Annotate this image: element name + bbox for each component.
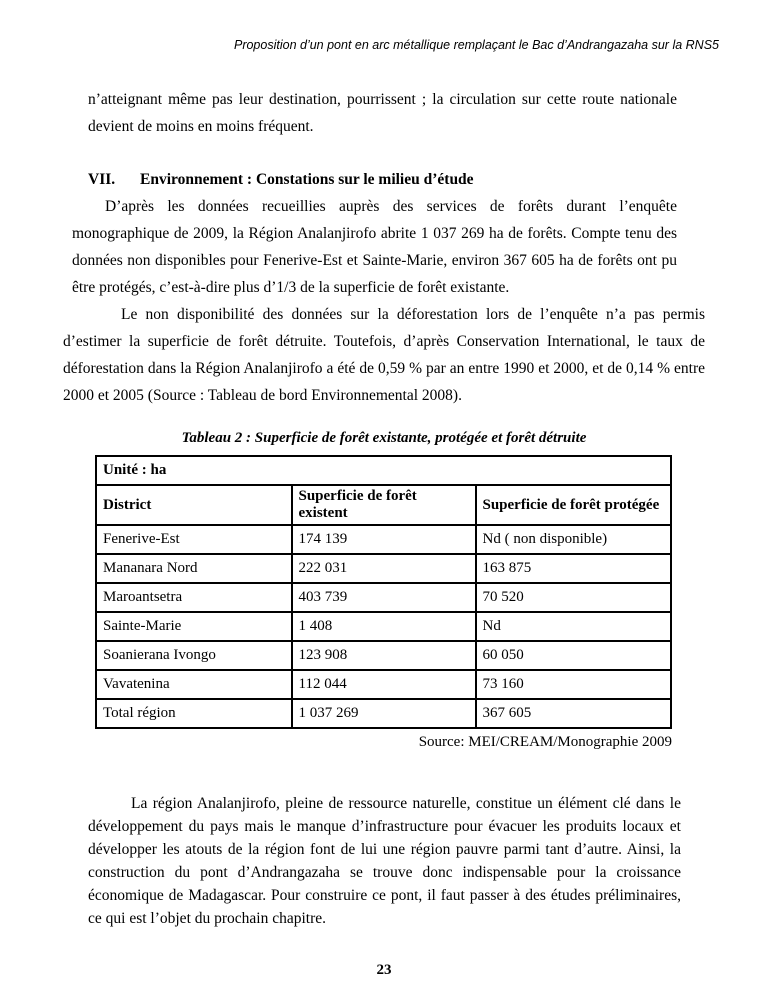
table-cell-existent: 222 031 [292,554,476,583]
table-cell-district: Maroantsetra [96,583,292,612]
table-row [96,583,671,612]
section-heading [88,166,705,193]
table-cell-protegee: 163 875 [476,554,672,583]
table-cell-protegee: 70 520 [476,583,672,612]
table-cell-district: Total région [96,699,292,728]
table-cell-existent: 112 044 [292,670,476,699]
table-unit-row [96,456,671,485]
paragraph-forest-data: D’après les données recueillies auprès des services de forêts durant l’enquête monographique de 2009, la Région Analanjirofo abrite 1 037 269 ha de forêts. Compte tenu des données non disponibles pour Fenerive-Est et Sainte-Marie, environ 367 605 ha de forêts ont pu être protégés, c’est-à-dire plus d’1/3 de la superficie de forêt existante. [72,198,677,296]
table-row [96,525,671,554]
table-cell-protegee: 73 160 [476,670,672,699]
table-cell-protegee: Nd ( non disponible) [476,525,672,554]
table-cell-existent: 1 408 [292,612,476,641]
table-cell-district: Soanierana Ivongo [96,641,292,670]
page-number: 23 [376,962,392,978]
table-cell-existent: 174 139 [292,525,476,554]
table-cell-district: Vavatenina [96,670,292,699]
table-cell-existent: 403 739 [292,583,476,612]
table-cell-protegee: Nd [476,612,672,641]
table-source-note: Source: MEI/CREAM/Monographie 2009 [418,734,672,750]
table-row [96,670,671,699]
table-row [96,554,671,583]
table-cell-existent: 123 908 [292,641,476,670]
table-row [96,699,671,728]
table-row [96,641,671,670]
table-header-row [96,485,671,525]
paragraph-intro: n’atteignant même pas leur destination, pourrissent ; la circulation sur cette route nationale devient de moins en moins fréquent. [88,91,677,135]
table-cell-protegee: 367 605 [476,699,672,728]
table-cell-protegee: 60 050 [476,641,672,670]
paragraph-conclusion: La région Analanjirofo, pleine de ressource naturelle, constitue un élément clé dans le développement du pays mais le manque d’infrastructure pour évacuer les produits locaux et développer les atouts de la région font de lui une région pauvre parmi tant d’autre. Ainsi, la construction du pont d’Andrangazaha se trouve donc indispensable pour la croissance économique de Madagascar. Pour construire ce pont, il faut passer à des études préliminaires, ce qui est l’objet du prochain chapitre. [88,795,681,927]
table-cell-district: Fenerive-Est [96,525,292,554]
forest-area-table [95,455,672,729]
table-row [96,612,671,641]
table-caption: Tableau 2 : Superficie de forêt existante, protégée et forêt détruite [181,430,587,446]
column-header-existent: Superficie de forêt existent [292,485,476,525]
table-cell-district: Sainte-Marie [96,612,292,641]
section-title: Environnement : Constations sur le milieu d’étude [140,171,474,188]
unit-label: Unité : ha [96,456,671,485]
table-cell-district: Mananara Nord [96,554,292,583]
paragraph-deforestation: Le non disponibilité des données sur la déforestation lors de l’enquête n’a pas permis d’estimer la superficie de forêt détruite. Toutefois, d’après Conservation International, le taux de déforestation dans la Région Analanjirofo a été de 0,59 % par an entre 1990 et 2000, et de 0,14 % entre 2000 et 2005 (Source : Tableau de bord Environnemental 2008). [63,306,705,404]
running-header: Proposition d’un pont en arc métallique remplaçant le Bac d’Andrangazaha sur la RNS5 [233,38,719,52]
section-number: VII. [88,171,116,188]
table-cell-existent: 1 037 269 [292,699,476,728]
column-header-district: District [96,485,292,525]
column-header-protegee: Superficie de forêt protégée [476,485,672,525]
